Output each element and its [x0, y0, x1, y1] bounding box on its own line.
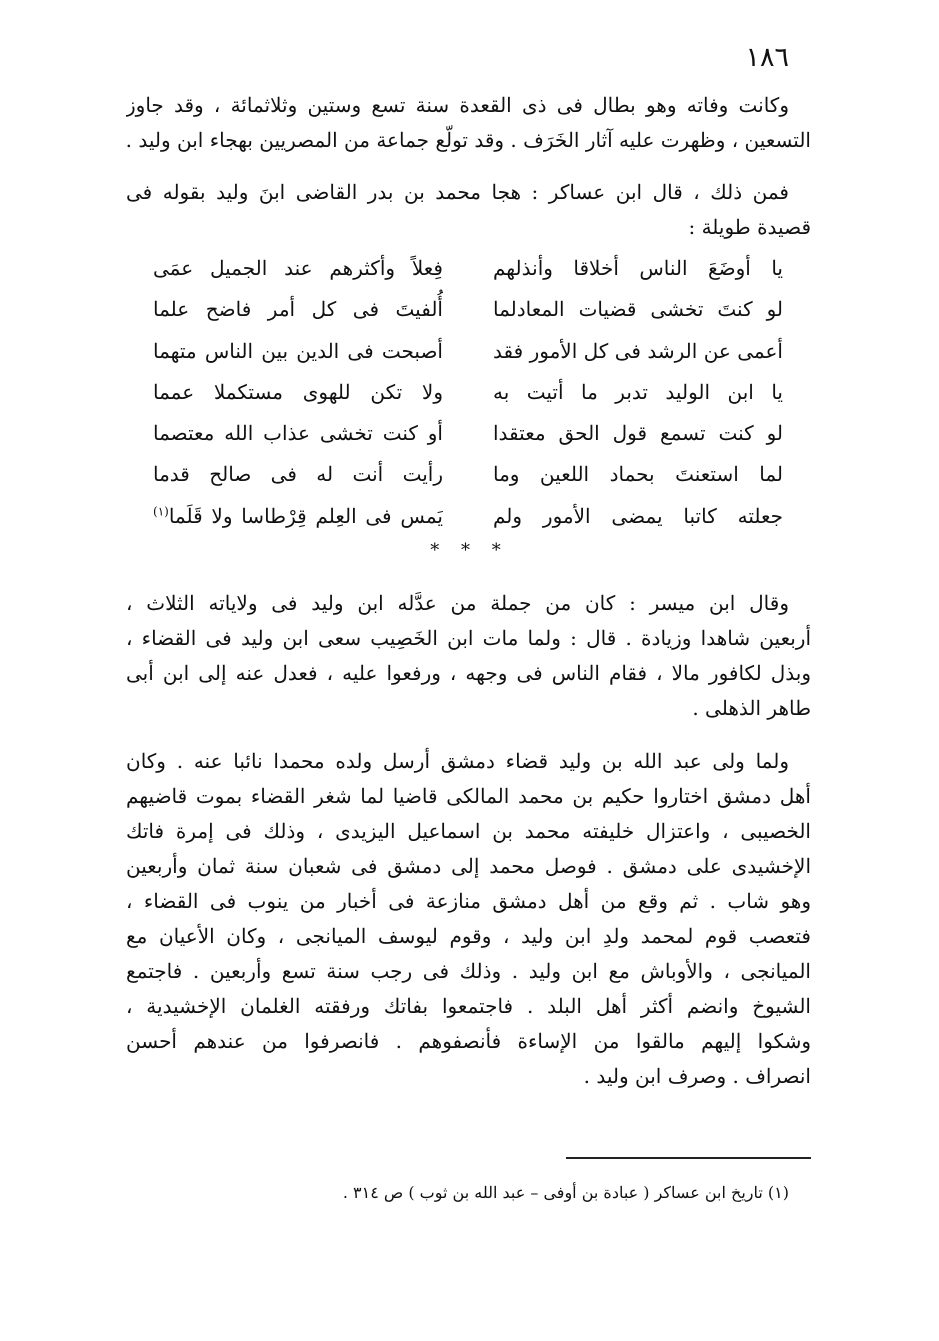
- paragraph-line: وشكوا إليهم مالقوا من الإساءة فأنصفوهم . فانصرفوا من عندهم أحسن: [126, 1029, 811, 1053]
- page-number: ١٨٦: [745, 42, 789, 73]
- paragraph-line: أهل دمشق اختاروا حكيم بن محمد المالكى قاضيا لما شغر القضاء بموت قاضيهم: [126, 784, 811, 808]
- poem-hemistich-first: أعمى عن الرشد فى كل الأمور فقد: [493, 338, 783, 363]
- paragraph-line: الميانجى ، والأوباش مع ابن وليد . وذلك فى رجب سنة تسع وأربعين . فاجتمع: [126, 959, 811, 983]
- paragraph-line: الشيوخ وانضم أكثر أهل البلد . فاجتمعوا بفاتك ورفقته الغلمان الإخشيدية ،: [126, 994, 811, 1018]
- paragraph-line: وقال ابن ميسر : كان من جملة من عدَّله ابن وليد فى ولاياته الثلاث ،: [126, 591, 789, 615]
- poem-couplet: [153, 289, 783, 330]
- paragraph-line: طاهر الذهلى .: [692, 696, 811, 720]
- paragraph-line: قصيدة طويلة :: [688, 215, 811, 239]
- paragraph-death-notice: [126, 88, 811, 158]
- paragraph-damascus-judgeship: [126, 744, 811, 1094]
- paragraph-line: أربعين شاهدا وزيادة . قال : ولما مات ابن الخَصِيب سعى ابن وليد فى القضاء ،: [126, 626, 811, 650]
- poem-hemistich-first: لو كنت تسمع قول الحق معتقدا: [493, 421, 783, 446]
- poem-hemistich-first: جعلته كاتبا يمضى الأمور ولم: [493, 503, 783, 528]
- footnote-marker: (١): [153, 504, 169, 519]
- poem-hemistich-second: [153, 496, 443, 537]
- paragraph-line: الخصيبى ، واعتزال خليفته محمد بن اسماعيل اليزيدى ، وذلك فى إمرة فاتك: [126, 819, 811, 843]
- poem-hemistich-first: يا أوضَعَ الناس أخلاقا وأنذلهم: [493, 256, 783, 280]
- poem-couplet: [153, 413, 783, 454]
- poem-couplet: [153, 331, 783, 372]
- paragraph-line: فتعصب قوم لمحمد ولدِ ابن وليد ، وقوم ليوسف الميانجى ، وكان الأعيان مع: [126, 924, 811, 948]
- paragraph-line: وكانت وفاته وهو بطال فى ذى القعدة سنة تسع وستين وثلاثمائة ، وقد جاوز: [126, 93, 789, 117]
- poem-couplet: [153, 496, 783, 537]
- poem-couplet: [153, 372, 783, 413]
- poem-hemistich-second: أصبحت فى الدين بين الناس متهما: [153, 338, 443, 363]
- poem-couplet: [153, 454, 783, 495]
- poem-hemistich-first: لو كنتَ تخشى قضيات المعادلما: [493, 297, 783, 322]
- paragraph-ibn-muyassar: [126, 586, 811, 726]
- paragraph-line: انصراف . وصرف ابن وليد .: [583, 1064, 811, 1088]
- paragraph-line: التسعين ، وظهرت عليه آثار الخَرَف . وقد تولّع جماعة من المصريين بهجاء ابن وليد .: [126, 128, 811, 152]
- poem-hemistich-second: أُلفيتَ فى كل أمر فاضح علما: [153, 297, 443, 322]
- poem-hemistich-second: أو كنت تخشى عذاب الله معتصما: [153, 421, 443, 446]
- poem-couplet: [153, 248, 783, 289]
- poem-hemistich-first: لما استعنتَ بحماد اللعين وما: [493, 462, 783, 487]
- section-separator: * * *: [430, 540, 509, 561]
- poem: [153, 248, 783, 537]
- footnote-divider: [566, 1157, 811, 1159]
- poem-hemistich-second: رأيت أنت له فى صالح قدما: [153, 462, 443, 487]
- paragraph-line: فمن ذلك ، قال ابن عساكر : هجا محمد بن بدر القاضى ابنَ وليد بقوله فى: [126, 180, 789, 204]
- paragraph-line: وهو شاب . ثم وقع من أهل دمشق منازعة فى أخبار من ينوب فى القضاء ،: [126, 889, 811, 913]
- poem-hemistich-second: فِعلاً وأكثرهم عند الجميل عمَى: [153, 256, 443, 280]
- poem-hemistich-second: ولا تكن للهوى مستكملا عمما: [153, 379, 443, 404]
- paragraph-line: ولما ولى عبد الله بن وليد قضاء دمشق أرسل ولده محمدا نائبا عنه . وكان: [126, 749, 789, 773]
- paragraph-line: الإخشيدى على دمشق . فوصل محمد إلى دمشق فى شعبان سنة ثمان وأربعين: [126, 854, 811, 878]
- paragraph-line: وبذل لكافور مالا ، فقام الناس فى وجهه ، ورفعوا عليه ، فعدل عنه إلى ابن أبى: [126, 661, 811, 685]
- poem-hemistich-first: يا ابن الوليد تدبر ما أتيت به: [493, 379, 783, 404]
- footnote: (١) تاريخ ابن عساكر ( عبادة بن أوفى – عبد الله بن ثوب ) ص ٣١٤ .: [342, 1183, 789, 1202]
- poem-hemistich-text: يَمس فى العِلم قِرْطاسا ولا قَلَما: [168, 503, 443, 528]
- paragraph-poem-intro: [126, 175, 811, 245]
